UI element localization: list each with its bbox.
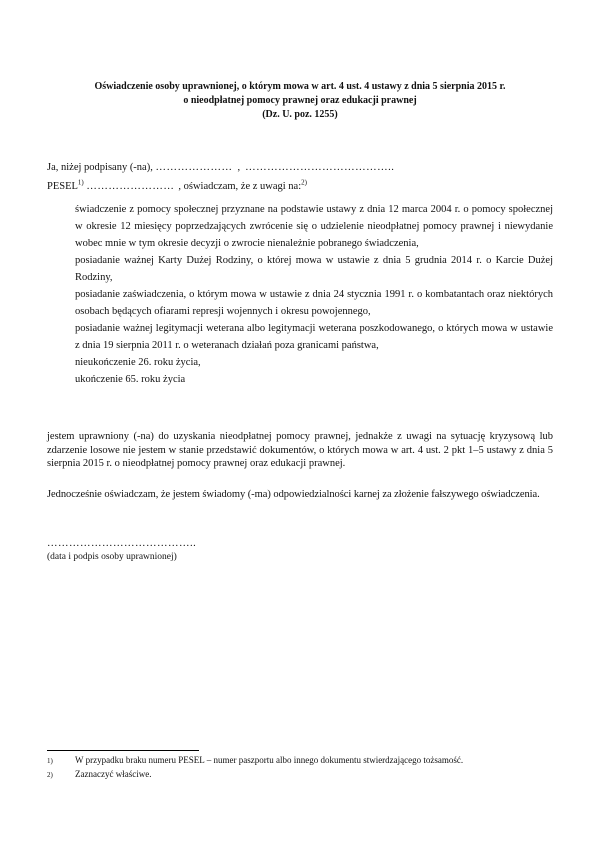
intro-section [47,158,553,196]
liability-paragraph: Jednocześnie oświadczam, że jestem świadomy (-ma) odpowiedzialności karnej za złożenie fałszywego oświadczenia. [47,488,540,500]
footnote-divider [47,750,199,751]
condition-item-veteran-id: posiadanie ważnej legitymacji weterana albo legitymacji weterana poszkodowanego, o których mowa w ustawie z dnia 19 sierpnia 2011 r. o weteranach działań poza granicami państwa, [75,323,553,351]
footnote-marker-1: 1) [47,757,53,765]
signature-block [47,537,553,563]
footnote-marker-2: 2) [47,771,53,779]
pesel-label: PESEL [47,181,78,192]
document-title [47,0,553,122]
footnote-item-2 [47,768,553,782]
eligibility-paragraph: jestem uprawniony (-na) do uzyskania nieodpłatnej pomocy prawnej, jednakże z uwagi na sytuację kryzysową lub zdarzenie losowe nie jestem w stanie przedstawić dokumentów, o których mowa w art. 4 ust. 2 pkt 1–5 ustawy z dnia 5 sierpnia 2015 r. o nieodpłatnej pomocy prawnej oraz edukacji prawnej. [47,431,553,469]
comma-separator: , [237,162,241,173]
intro-line-1 [47,158,553,177]
footnote-text-1: W przypadku braku numeru PESEL – numer paszportu albo innego dokumentu stwierdzającego tożsamość. [75,755,464,765]
condition-item-large-family-card: posiadanie ważnej Karty Dużej Rodziny, o której mowa w ustawie z dnia 5 grudnia 2014 r. o Karcie Dużej Rodziny, [75,255,553,283]
signature-date-blank-field[interactable]: ………………………………….. [47,538,197,549]
footnote-item-1 [47,754,553,768]
footnote-ref-1: 1) [77,178,84,187]
signature-caption: (data i podpis osoby uprawnionej) [47,552,177,562]
title-line-1: Oświadczenie osoby uprawnionej, o którym mowa w art. 4 ust. 4 ustawy z dnia 5 sierpnia 2015 r. [94,81,506,92]
intro-prefix: Ja, niżej podpisany (-na), [47,162,153,173]
condition-item-over-65: ukończenie 65. roku życia [75,374,186,385]
name-blank-field[interactable]: ………………… [155,162,233,173]
footnotes-section [47,750,553,782]
condition-item-under-26: nieukończenie 26. roku życia, [75,357,201,368]
condition-item-social-benefit: świadczenie z pomocy społecznej przyznane na podstawie ustawy z dnia 12 marca 2004 r. o pomocy społecznej w okresie 12 miesięcy poprzedzających zwrócenie się o udzielenie nieodpłatnej pomocy prawnej i niewydanie wobec mnie w tym okresie decyzji o zwrocie nienależnie pobranego świadczenia, [75,204,553,249]
pesel-blank-field[interactable]: …………………… [86,181,175,192]
condition-item-combatant-certificate: posiadanie zaświadczenia, o którym mowa w ustawie z dnia 24 stycznia 1991 r. o kombatantach oraz niektórych osobach będących ofiarami represji wojennych i okresu powojennego, [75,289,553,317]
footnote-ref-2: 2) [301,178,307,187]
statement-text: , oświadczam, że z uwagi na: [178,181,302,192]
surname-blank-field[interactable]: ………………………………….. [245,162,395,173]
footnote-text-2: Zaznaczyć właściwe. [75,769,152,779]
title-line-2: o nieodpłatnej pomocy prawnej oraz edukacji prawnej [183,95,417,106]
intro-line-2 [47,177,553,196]
title-line-3: (Dz. U. poz. 1255) [262,109,338,120]
conditions-list [75,201,553,388]
